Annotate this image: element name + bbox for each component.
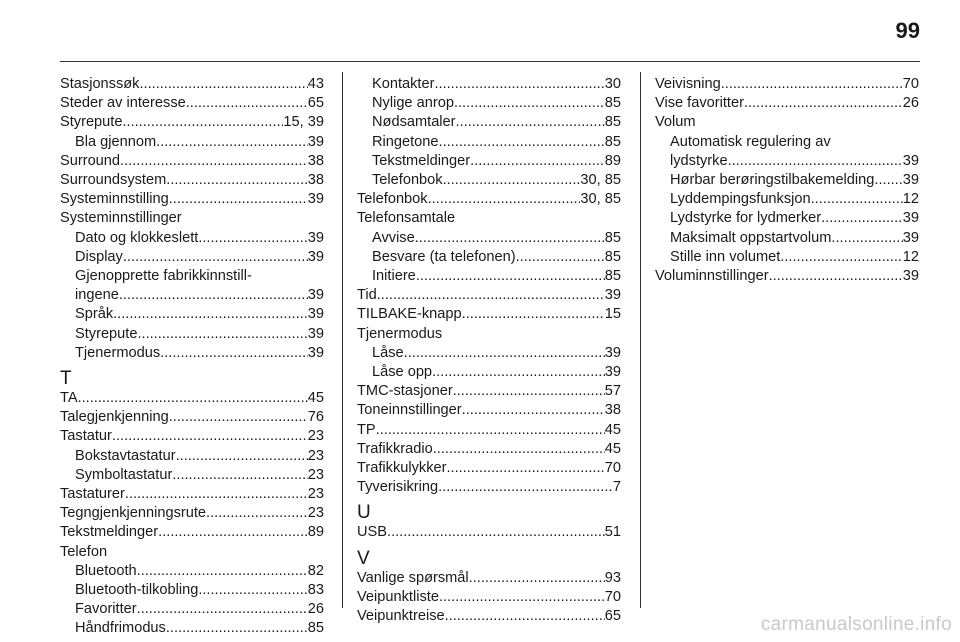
page-reference: 83 <box>307 582 324 599</box>
index-entry <box>60 75 324 94</box>
page-reference: 12 <box>902 191 919 208</box>
dot-leader <box>169 190 308 209</box>
index-term: Håndfrimodus <box>75 620 166 637</box>
index-column-2 <box>357 75 621 626</box>
index-entry <box>357 440 621 459</box>
page-number: 99 <box>895 18 920 43</box>
index-subentry <box>655 171 919 190</box>
page-reference: 39 <box>307 191 324 208</box>
page-reference: 45 <box>307 390 324 407</box>
page-reference: 39 <box>307 248 324 265</box>
page-reference: 93 <box>604 569 621 586</box>
index-term: Stille inn volumet <box>670 248 781 265</box>
index-heading: Telefonsamtale <box>357 210 456 227</box>
index-term: TP <box>357 421 376 438</box>
page-reference: 39 <box>902 268 919 285</box>
dot-leader <box>113 305 308 324</box>
index-term: Surroundsystem <box>60 172 167 189</box>
index-term: Telefonbok <box>357 191 428 208</box>
index-subentry <box>655 248 919 267</box>
dot-leader <box>119 286 308 305</box>
index-term: Symboltastatur <box>75 466 173 483</box>
dot-leader <box>453 382 605 401</box>
index-entry <box>60 94 324 113</box>
dot-leader <box>780 248 902 267</box>
dot-leader <box>744 94 903 113</box>
index-term: Display <box>75 248 123 265</box>
dot-leader <box>156 133 308 152</box>
dot-leader <box>831 229 902 248</box>
dot-leader <box>462 401 605 420</box>
index-subentry <box>357 94 621 113</box>
index-entry <box>357 190 621 209</box>
index-subentry <box>60 248 324 267</box>
page-reference: 76 <box>307 409 324 426</box>
dot-leader <box>169 408 308 427</box>
index-term: Toneinnstillinger <box>357 402 462 419</box>
page-reference: 39 <box>307 287 324 304</box>
index-heading: Systeminnstillinger <box>60 210 182 227</box>
page-reference: 38 <box>307 172 324 189</box>
dot-leader <box>123 248 308 267</box>
index-term: Veipunktliste <box>357 588 439 605</box>
dot-leader <box>443 171 581 190</box>
index-section-letter: T <box>60 368 72 390</box>
dot-leader <box>198 581 307 600</box>
page-reference: 26 <box>307 601 324 618</box>
index-term: TILBAKE-knapp <box>357 306 462 323</box>
index-subentry <box>357 75 621 94</box>
page-reference: 39 <box>902 229 919 246</box>
page-reference: 39 <box>307 229 324 246</box>
page-reference: 39 <box>902 152 919 169</box>
index-term: Tjenermodus <box>75 344 161 361</box>
index-term: Bokstavtastatur <box>75 447 176 464</box>
index-heading: Tjenermodus <box>357 325 443 342</box>
page-reference: 85 <box>604 95 621 112</box>
dot-leader <box>821 209 903 228</box>
page-reference: 85 <box>307 620 324 637</box>
page-reference: 85 <box>604 268 621 285</box>
page-reference: 23 <box>307 447 324 464</box>
index-term: Telefonbok <box>372 172 443 189</box>
dot-leader <box>438 478 613 497</box>
index-entry <box>357 478 621 497</box>
index-term: Bluetooth <box>75 562 137 579</box>
index-entry <box>357 459 621 478</box>
index-term: Ringetone <box>372 133 439 150</box>
index-subentry <box>60 600 324 619</box>
page-reference: 82 <box>307 562 324 579</box>
index-subentry <box>60 344 324 363</box>
index-term: Voluminnstillinger <box>655 268 769 285</box>
page-reference: 39 <box>604 364 621 381</box>
index-entry <box>357 421 621 440</box>
index-entry <box>357 588 621 607</box>
dot-leader <box>469 569 605 588</box>
index-term: Vise favoritter <box>655 95 744 112</box>
index-term: Nødsamtaler <box>372 114 456 131</box>
index-term: Veivisning <box>655 76 721 92</box>
dot-leader <box>137 562 308 581</box>
index-subentry <box>357 229 621 248</box>
page-reference: 39 <box>307 306 324 323</box>
dot-leader <box>120 152 308 171</box>
dot-leader <box>516 248 605 267</box>
index-entry <box>357 401 621 420</box>
page-reference: 65 <box>604 608 621 625</box>
page-reference: 85 <box>604 229 621 246</box>
index-subentry <box>655 229 919 248</box>
page-reference: 70 <box>604 460 621 477</box>
index-entry <box>357 305 621 324</box>
dot-leader <box>462 305 605 324</box>
page-reference: 85 <box>604 114 621 131</box>
index-entry <box>60 171 324 190</box>
index-term: Trafikkradio <box>357 440 433 457</box>
dot-leader <box>376 421 605 440</box>
dot-leader <box>446 459 604 478</box>
index-entry <box>60 389 324 408</box>
index-term: TMC-stasjoner <box>357 383 453 400</box>
index-subentry <box>357 133 621 152</box>
index-subentry <box>60 619 324 638</box>
index-subentry <box>357 267 621 286</box>
index-term: Nylige anrop <box>372 95 454 112</box>
index-subentry <box>357 363 621 382</box>
index-subentry <box>655 190 919 209</box>
index-entry <box>655 75 919 94</box>
dot-leader <box>166 619 308 638</box>
index-column-1 <box>60 75 324 639</box>
dot-leader <box>377 286 605 305</box>
index-entry <box>655 267 919 286</box>
index-subheading: Automatisk regulering av <box>670 133 831 150</box>
dot-leader <box>416 267 605 286</box>
index-section-letter: U <box>357 502 371 524</box>
dot-leader <box>404 344 605 363</box>
dot-leader <box>172 466 307 485</box>
page-reference: 23 <box>307 505 324 522</box>
index-term: Dato og klokkeslett <box>75 229 199 246</box>
page-reference: 38 <box>604 402 621 419</box>
index-term: Tegngjenkjenningsrute <box>60 505 207 522</box>
index-subentry <box>60 581 324 600</box>
index-term: Trafikkulykker <box>357 460 447 477</box>
index-subentry <box>357 344 621 363</box>
index-term: Tyverisikring <box>357 479 439 496</box>
index-entry <box>655 94 919 113</box>
page-reference: 89 <box>604 152 621 169</box>
dot-leader <box>112 427 308 446</box>
index-term: Bluetooth-tilkobling <box>75 582 199 599</box>
index-heading: Volum <box>655 114 696 131</box>
page-reference: 43 <box>307 76 324 92</box>
index-subentry <box>60 305 324 324</box>
index-term: Hørbar berøringstilbakemelding <box>670 172 875 189</box>
dot-leader <box>456 113 605 132</box>
page-reference: 15 <box>604 306 621 323</box>
page-reference: 70 <box>604 588 621 605</box>
dot-leader <box>387 523 605 542</box>
index-term: Talegjenkjenning <box>60 409 169 426</box>
page-reference: 45 <box>604 440 621 457</box>
index-entry <box>357 569 621 588</box>
page-reference: 39 <box>307 325 324 342</box>
index-term: Tekstmeldinger <box>372 152 471 169</box>
dot-leader <box>454 94 605 113</box>
page-reference: 39 <box>604 344 621 361</box>
index-term: lydstyrke <box>670 152 728 169</box>
index-entry <box>60 190 324 209</box>
dot-leader <box>160 344 308 363</box>
index-term: Låse opp <box>372 364 433 381</box>
index-subentry <box>60 466 324 485</box>
index-term: Initiere <box>372 268 416 285</box>
dot-leader <box>433 440 605 459</box>
index-entry <box>60 152 324 171</box>
page-reference: 39 <box>307 344 324 361</box>
index-section-letter: V <box>357 547 370 569</box>
index-term: TA <box>60 390 78 407</box>
header-rule <box>60 61 920 62</box>
page-reference: 30 <box>604 76 621 92</box>
index-entry <box>60 427 324 446</box>
index-term: Lydstyrke for lydmerker <box>670 210 822 227</box>
index-entry <box>60 523 324 542</box>
index-term: Besvare (ta telefonen) <box>372 248 516 265</box>
index-subentry <box>60 325 324 344</box>
page-reference: 7 <box>612 479 621 496</box>
dot-leader <box>122 113 283 132</box>
dot-leader <box>415 229 605 248</box>
index-entry <box>357 286 621 305</box>
page-reference: 15, 39 <box>283 114 324 131</box>
page-reference: 23 <box>307 486 324 503</box>
page-reference: 70 <box>902 76 919 92</box>
index-term: Styrepute <box>60 114 123 131</box>
index-term: Vanlige spørsmål <box>357 569 469 586</box>
dot-leader <box>445 607 605 626</box>
page-reference: 45 <box>604 421 621 438</box>
page-reference: 12 <box>902 248 919 265</box>
index-term: Steder av interesse <box>60 95 186 112</box>
index-column-3 <box>655 75 919 286</box>
dot-leader <box>811 190 903 209</box>
index-subentry <box>60 562 324 581</box>
index-term: Surround <box>60 152 121 169</box>
index-subentry <box>357 152 621 171</box>
page-reference: 57 <box>604 383 621 400</box>
index-term: Tastatur <box>60 428 112 445</box>
dot-leader <box>721 75 903 94</box>
dot-leader <box>78 389 308 408</box>
dot-leader <box>206 504 308 523</box>
page-reference: 30, 85 <box>580 172 621 189</box>
dot-leader <box>186 94 308 113</box>
page-reference: 23 <box>307 428 324 445</box>
index-subentry <box>357 113 621 132</box>
page-reference: 26 <box>902 95 919 112</box>
index-entry <box>60 485 324 504</box>
dot-leader <box>728 152 903 171</box>
dot-leader <box>166 171 308 190</box>
index-term: Systeminnstilling <box>60 191 169 208</box>
index-subentry <box>357 171 621 190</box>
page-reference: 39 <box>902 210 919 227</box>
index-term: Favoritter <box>75 601 137 618</box>
index-subentry <box>357 248 621 267</box>
page-reference: 38 <box>307 152 324 169</box>
page-reference: 89 <box>307 524 324 541</box>
page-reference: 85 <box>604 248 621 265</box>
dot-leader <box>769 267 903 286</box>
dot-leader <box>874 171 902 190</box>
dot-leader <box>434 75 604 94</box>
page-reference: 39 <box>307 133 324 150</box>
dot-leader <box>439 588 605 607</box>
index-term: Tid <box>357 287 377 304</box>
dot-leader <box>428 190 581 209</box>
index-entry <box>357 382 621 401</box>
dot-leader <box>139 75 307 94</box>
index-subentry <box>655 209 919 228</box>
index-entry <box>60 408 324 427</box>
index-subentry <box>60 286 324 305</box>
index-term: Maksimalt oppstartvolum <box>670 229 832 246</box>
index-heading: Telefon <box>60 543 108 560</box>
index-entry <box>357 607 621 626</box>
index-term: Tastaturer <box>60 486 125 503</box>
index-subheading: Gjenopprette fabrikkinnstill- <box>75 268 252 285</box>
index-entry <box>60 113 324 132</box>
dot-leader <box>470 152 605 171</box>
index-term: Veipunktreise <box>357 608 445 625</box>
index-subentry <box>60 447 324 466</box>
index-term: Tekstmeldinger <box>60 524 159 541</box>
page-reference: 30, 85 <box>580 191 621 208</box>
dot-leader <box>432 363 605 382</box>
index-term: Låse <box>372 344 404 361</box>
dot-leader <box>125 485 308 504</box>
dot-leader <box>439 133 605 152</box>
page-reference: 65 <box>307 95 324 112</box>
index-term: Bla gjennom <box>75 133 157 150</box>
column-divider <box>342 72 343 608</box>
dot-leader <box>176 447 308 466</box>
index-subentry <box>60 133 324 152</box>
index-term: Kontakter <box>372 76 435 92</box>
index-term: Språk <box>75 306 114 323</box>
page-reference: 39 <box>902 172 919 189</box>
page-reference: 23 <box>307 466 324 483</box>
watermark: carmanualsonline.info <box>760 614 952 635</box>
index-term: USB <box>357 524 388 541</box>
index-subentry <box>60 229 324 248</box>
page-reference: 51 <box>604 524 621 541</box>
index-entry <box>357 523 621 542</box>
index-term: Styrepute <box>75 325 138 342</box>
dot-leader <box>137 600 308 619</box>
index-entry <box>60 504 324 523</box>
index-term: Stasjonssøk <box>60 76 140 92</box>
index-subentry <box>655 152 919 171</box>
index-term: ingene <box>75 287 119 304</box>
column-divider <box>640 72 641 608</box>
dot-leader <box>198 229 307 248</box>
page-reference: 39 <box>604 287 621 304</box>
dot-leader <box>158 523 308 542</box>
index-term: Lyddempingsfunksjon <box>670 191 811 208</box>
index-term: Avvise <box>372 229 415 246</box>
page-reference: 85 <box>604 133 621 150</box>
dot-leader <box>137 325 307 344</box>
